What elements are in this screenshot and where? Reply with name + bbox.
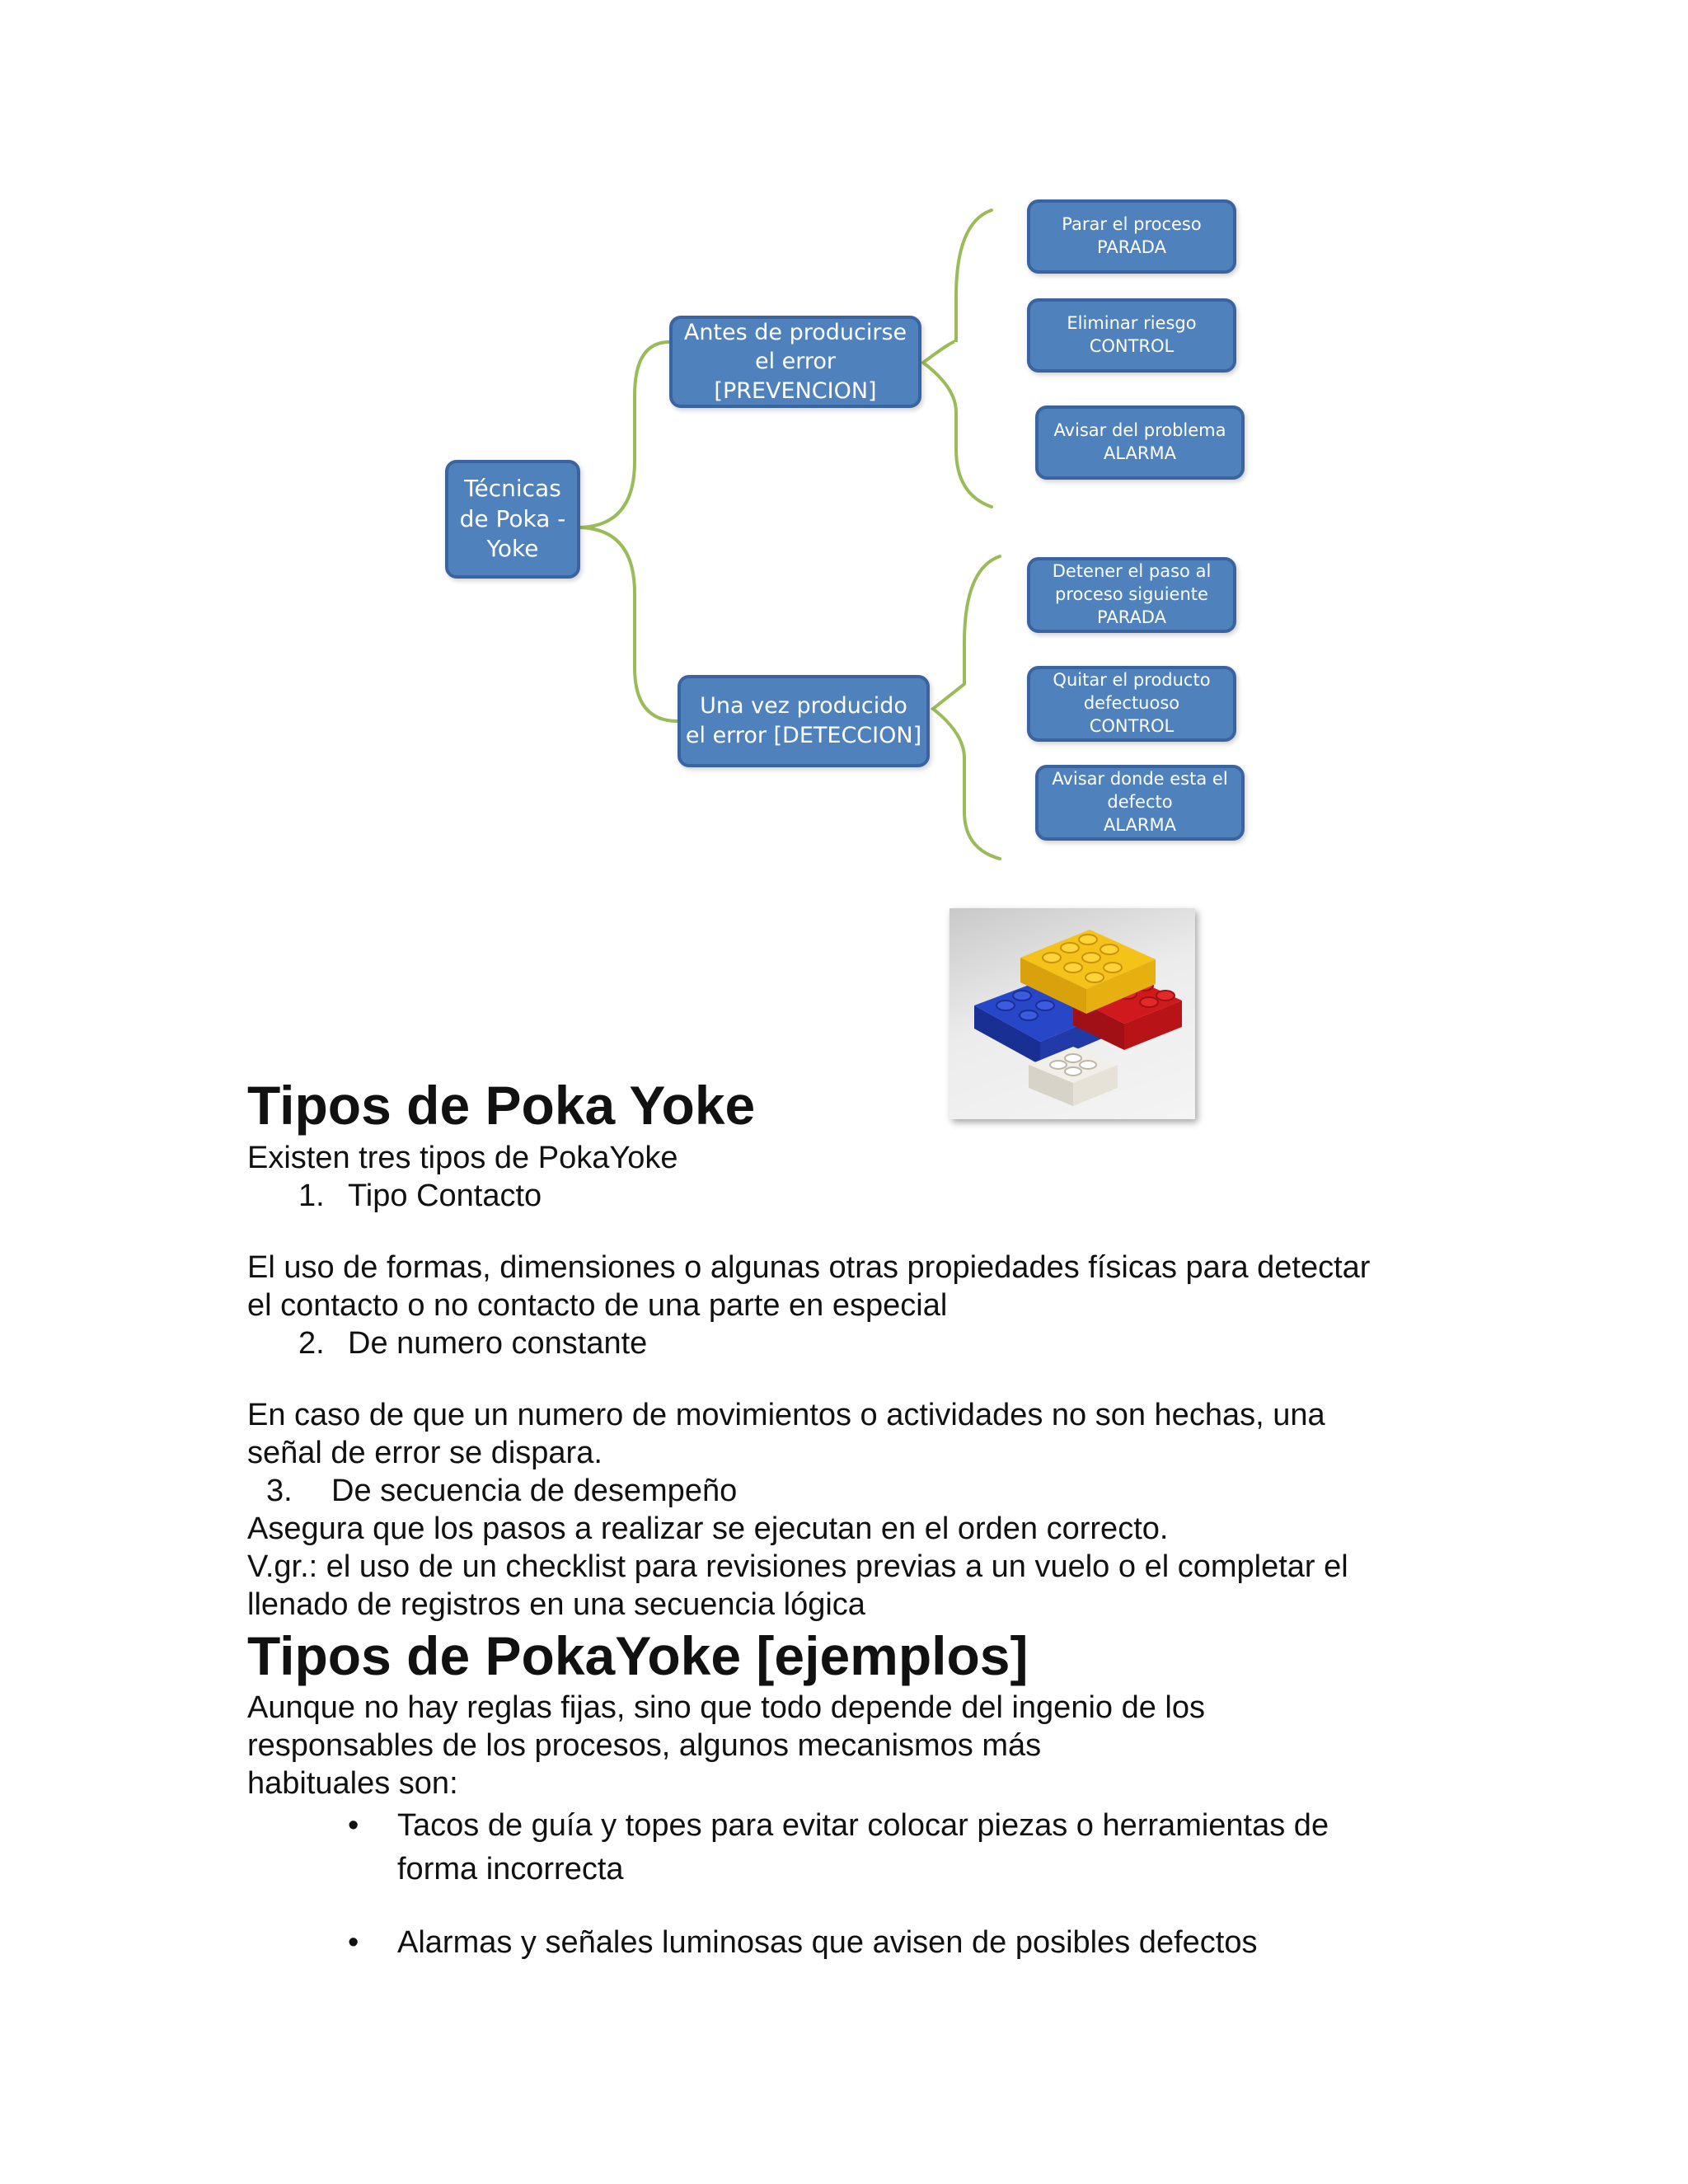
root-node-label: Técnicas de Poka - Yoke [459, 474, 566, 563]
leaf-eliminate-risk-label: Eliminar riesgo CONTROL [1067, 313, 1197, 356]
leaf-warn-problem [1035, 405, 1245, 480]
list-item-secuencia: De secuencia de desempeño [331, 1474, 738, 1508]
leaf-stop-process-label: Parar el proceso PARADA [1062, 214, 1202, 257]
bullet-item-tacos-line2: forma incorrecta [397, 1852, 624, 1886]
item1-description-line1: El uso de formas, dimensiones o algunas otras propiedades físicas para detectar [247, 1250, 1371, 1285]
connector-root-to-detection [577, 527, 678, 721]
poka-yoke-mind-map [0, 0, 1688, 890]
leaf-warn-problem-label: Avisar del problema ALARMA [1053, 420, 1226, 463]
prevention-node [669, 316, 921, 408]
list-number-1: 1. [298, 1179, 325, 1213]
section-heading-tipos: Tipos de Poka Yoke [247, 1075, 756, 1136]
bullet-item-tacos-line1: Tacos de guía y topes para evitar colocar piezas o herramientas de [397, 1808, 1329, 1843]
connector-prevention-to-leaves [923, 210, 992, 507]
prevention-node-label: Antes de producirse el error [PREVENCION] [683, 319, 907, 404]
lego-bricks-image [950, 908, 1195, 1119]
lego-bricks-icon [950, 908, 1195, 1119]
item3-description-line1: Asegura que los pasos a realizar se ejecutan en el orden correcto. [247, 1511, 1169, 1546]
item2-description-line1: En caso de que un numero de movimientos o actividades no son hechas, una [247, 1398, 1325, 1432]
section2-intro-line1: Aunque no hay reglas fijas, sino que todo depende del ingenio de los [247, 1690, 1205, 1725]
bullet-dot-1: • [348, 1808, 359, 1843]
list-number-2: 2. [298, 1326, 325, 1361]
list-item-contacto: Tipo Contacto [348, 1179, 542, 1213]
section2-intro-line2: responsables de los procesos, algunos mecanismos más [247, 1728, 1042, 1763]
connector-detection-to-leaves [933, 556, 1000, 859]
root-node [445, 460, 580, 579]
leaf-warn-defect-location [1035, 765, 1245, 841]
leaf-remove-defective-label: Quitar el producto defectuoso CONTROL [1053, 670, 1211, 736]
leaf-stop-process [1027, 199, 1236, 274]
connector-root-to-prevention [577, 342, 669, 527]
bullet-dot-2: • [348, 1925, 359, 1960]
section-heading-ejemplos: Tipos de PokaYoke [ejemplos] [247, 1625, 1029, 1686]
list-number-3: 3. [266, 1474, 293, 1508]
detection-node [678, 675, 930, 767]
leaf-remove-defective [1027, 666, 1236, 742]
leaf-warn-defect-location-label: Avisar donde esta el defecto ALARMA [1052, 769, 1228, 835]
section2-intro-line3: habituales son: [247, 1766, 458, 1801]
bullet-item-alarmas: Alarmas y señales luminosas que avisen de posibles defectos [397, 1925, 1258, 1960]
detection-node-label: Una vez producido el error [DETECCION] [685, 693, 922, 748]
item3-description-line2: V.gr.: el uso de un checklist para revisiones previas a un vuelo o el completar el [247, 1549, 1348, 1584]
section1-intro: Existen tres tipos de PokaYoke [247, 1141, 678, 1175]
item3-description-line3: llenado de registros en una secuencia lógica [247, 1587, 865, 1622]
leaf-eliminate-risk [1027, 298, 1236, 373]
item2-description-line2: señal de error se dispara. [247, 1436, 603, 1470]
list-item-numero-constante: De numero constante [348, 1326, 648, 1361]
leaf-stop-next-step [1027, 557, 1236, 633]
item1-description-line2: el contacto o no contacto de una parte en especial [247, 1288, 948, 1323]
leaf-stop-next-step-label: Detener el paso al proceso siguiente PARADA [1052, 561, 1212, 627]
